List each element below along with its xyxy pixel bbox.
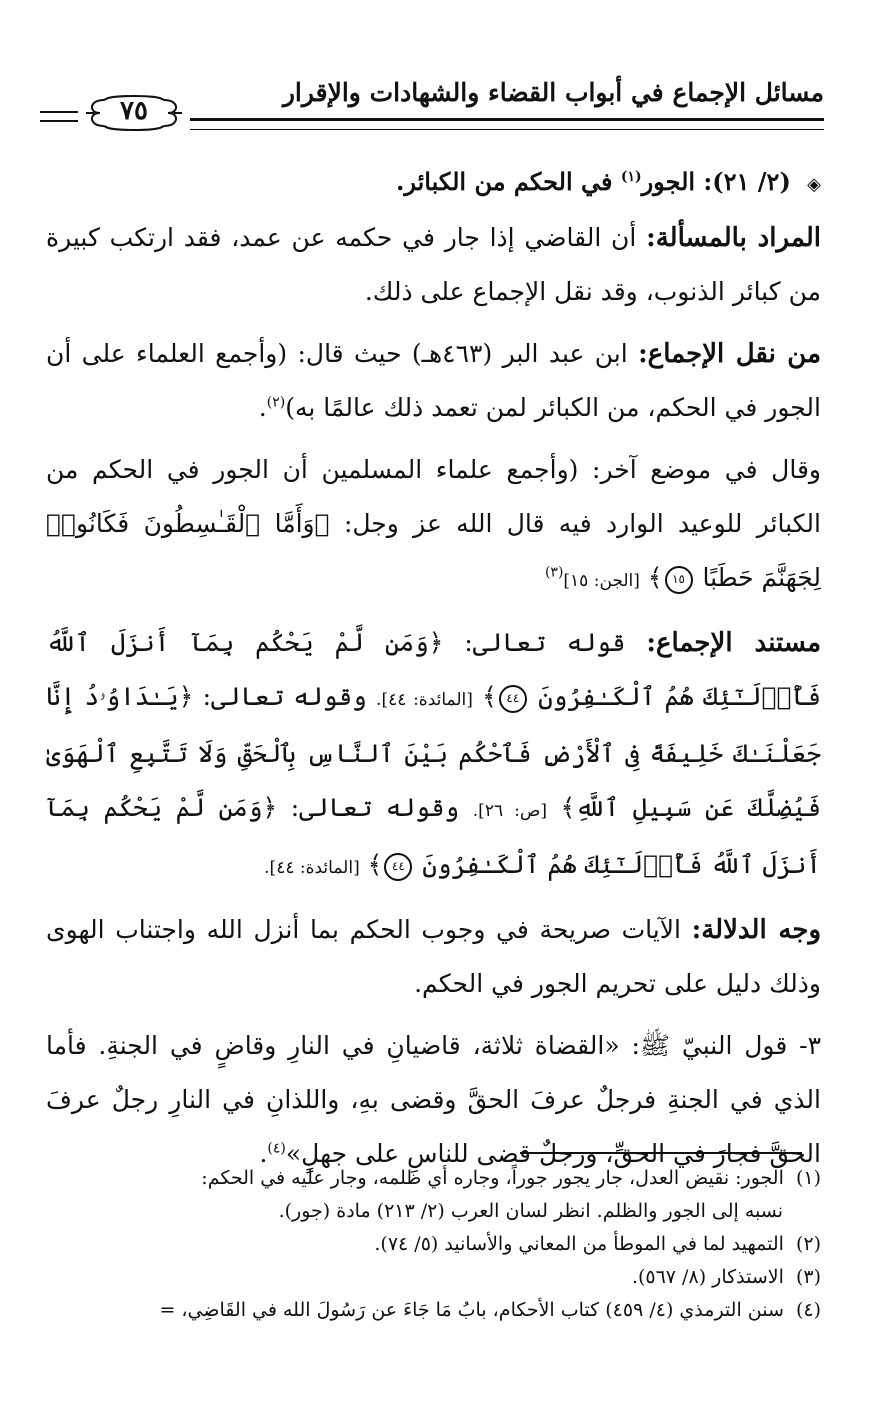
text-transmitters-end: . bbox=[258, 393, 267, 422]
header-rule bbox=[190, 118, 824, 130]
lead-basis: مستند الإجماع: bbox=[646, 628, 822, 658]
page-number-frame bbox=[82, 93, 186, 133]
issue-code: (٢/ ٢١): bbox=[703, 167, 791, 196]
text-other-place: وقال في موضع آخر: (وأجمع علماء المسلمين أن الجور في الحكم من الكبائر للوعيد الوارد فيه قال الله عز وجل: bbox=[46, 455, 821, 538]
footnotes bbox=[40, 1162, 821, 1327]
text-basis-c: وقوله تعالى: bbox=[290, 793, 460, 822]
footnote-text: التمهيد لما في الموطأ من المعاني والأسانيد (٥/ ٧٤). bbox=[374, 1233, 784, 1255]
lead-transmitters: من نقل الإجماع: bbox=[638, 339, 821, 369]
paragraph-meaning bbox=[46, 211, 821, 319]
quran-verse-maidah-c-end: ﴾ bbox=[367, 850, 383, 879]
verse-ref-sad: [ص: ٢٦]. bbox=[472, 801, 548, 821]
text-basis-a: قوله تعالى: bbox=[464, 628, 626, 657]
quran-verse-jinn-end: ﴾ bbox=[647, 563, 663, 592]
ayah-number-mark: ٤٤ bbox=[384, 853, 412, 881]
footnote-text: سنن الترمذي (٤/ ٤٥٩) كتاب الأحكام، بابُ مَا جَاءَ عن رَسُولَ الله في القَاضِي، = bbox=[159, 1299, 784, 1321]
footnote-text: نسبه إلى الجور والظلم. انظر لسان العرب (٢/ ٢١٣) مادة (جور). bbox=[278, 1200, 783, 1222]
footnote-number: (٢) bbox=[795, 1233, 821, 1255]
footnote-number: (٤) bbox=[795, 1299, 821, 1321]
ayah-number-mark: ٤٤ bbox=[499, 685, 527, 713]
diamond-bullet-icon: ◈ bbox=[807, 174, 821, 195]
issue-title-a: الجور bbox=[641, 167, 696, 196]
verse-ref-maidah-c: [المائدة: ٤٤]. bbox=[264, 858, 360, 878]
footnote-number: (٣) bbox=[795, 1266, 821, 1288]
quran-verse-sad: ﴿يَـٰدَاوُۥدُ إِنَّا جَعَلْنَـٰكَ خَلِيفَةً فِى ٱلْأَرْضِ فَٱحْكُم بَيْنَ ٱلنَّاسِ بِٱلْحَقِّ وَلَا تَتَّبِعِ ٱلْهَوَىٰ فَيُضِلَّكَ عَن سَبِيلِ ٱللَّهِ﴾ bbox=[46, 682, 822, 822]
footnote-ref-4: (٤) bbox=[267, 1140, 286, 1157]
issue-title-b: في الحكم من الكبائر. bbox=[396, 167, 613, 196]
paragraph-basis bbox=[46, 616, 821, 895]
text-meaning: أن القاضي إذا جار في حكمه عن عمد، فقد ارتكب كبيرة من كبائر الذنوب، وقد نقل الإجماع على ذلك. bbox=[46, 223, 821, 306]
lead-meaning: المراد بالمسألة: bbox=[646, 223, 822, 253]
footnote-ref-2: (٢) bbox=[266, 394, 286, 411]
text-indication: الآيات صريحة في وجوب الحكم بما أنزل الله واجتناب الهوى وذلك دليل على تحريم الجور في الحكم. bbox=[46, 915, 821, 998]
text-hadith-end: . bbox=[259, 1139, 268, 1168]
text-basis-b: وقوله تعالى: bbox=[202, 682, 367, 711]
quran-verse-maidah-c: ﴿وَمَن لَّمْ يَحْكُم بِمَآ أَنزَلَ ٱللَّهُ فَأُو۟لَـٰٓئِكَ هُمُ ٱلْكَـٰفِرُونَ bbox=[46, 793, 821, 879]
header-left-rule bbox=[40, 111, 78, 122]
page-number: ٧٥ bbox=[120, 96, 148, 126]
quran-verse-maidah-a-end: ﴾ bbox=[482, 682, 497, 711]
main-text bbox=[46, 160, 821, 1189]
footnote-text: الاستذكار (٨/ ٥٦٧). bbox=[631, 1266, 784, 1288]
page-header bbox=[40, 78, 824, 130]
ayah-number-mark: ١٥ bbox=[665, 566, 693, 594]
footnote-ref-1: (١) bbox=[620, 169, 642, 185]
text-transmitters: ابن عبد البر (٤٦٣هـ) حيث قال: (وأجمع العلماء على أن الجور في الحكم، من الكبائر لمن تعمد ذلك عالمًا به) bbox=[46, 339, 821, 422]
paragraph-transmitters bbox=[46, 327, 821, 435]
quran-verse-maidah-a: ﴿وَمَن لَّمْ يَحْكُم بِمَآ أَنزَلَ ٱللَّهُ فَأُو۟لَـٰٓئِكَ هُمُ ٱلْكَـٰفِرُونَ bbox=[46, 628, 821, 711]
quran-verse-jinn: ﴿وَأَمَّا ٱلْقَـٰسِطُونَ فَكَانُوا۟ لِجَهَنَّمَ حَطَبًا bbox=[46, 509, 821, 592]
footnote-ref-3: (٣) bbox=[544, 564, 564, 581]
footnote-number: (١) bbox=[795, 1167, 821, 1189]
paragraph-hadith bbox=[46, 1019, 821, 1181]
paragraph-other-place bbox=[46, 443, 821, 608]
footnote-text: الجور: نقيض العدل، جار يجور جوراً، وجاره أي ظلمه، وجار عليه في الحكم: bbox=[201, 1167, 784, 1189]
footnote-separator bbox=[520, 1152, 802, 1154]
running-title: مسائل الإجماع في أبواب القضاء والشهادات والإقرار bbox=[282, 78, 824, 107]
text-hadith: ٣- قول النبيّ ﷺ: «القضاة ثلاثة، قاضيانِ في النارِ وقاضٍ في الجنةِ. فأما الذي في الجنةِ فرجلٌ عرفَ الحقَّ وقضى بهِ، واللذانِ في النارِ رجلٌ عرفَ الحقَّ فجارَ في الحقِّ، ورجلٌ قضى للناسِ على جهلٍ» bbox=[46, 1031, 821, 1168]
issue-heading bbox=[46, 160, 821, 207]
footnote-1 bbox=[40, 1162, 821, 1195]
footnote-3 bbox=[40, 1261, 821, 1294]
footnote-2 bbox=[40, 1228, 821, 1261]
lead-indication: وجه الدلالة: bbox=[691, 915, 822, 945]
paragraph-indication bbox=[46, 903, 821, 1011]
verse-ref-maidah-a: [المائدة: ٤٤]. bbox=[376, 690, 473, 710]
verse-ref-jinn: [الجن: ١٥] bbox=[563, 571, 640, 591]
footnote-1-continued bbox=[40, 1195, 821, 1228]
footnote-4 bbox=[40, 1294, 821, 1327]
